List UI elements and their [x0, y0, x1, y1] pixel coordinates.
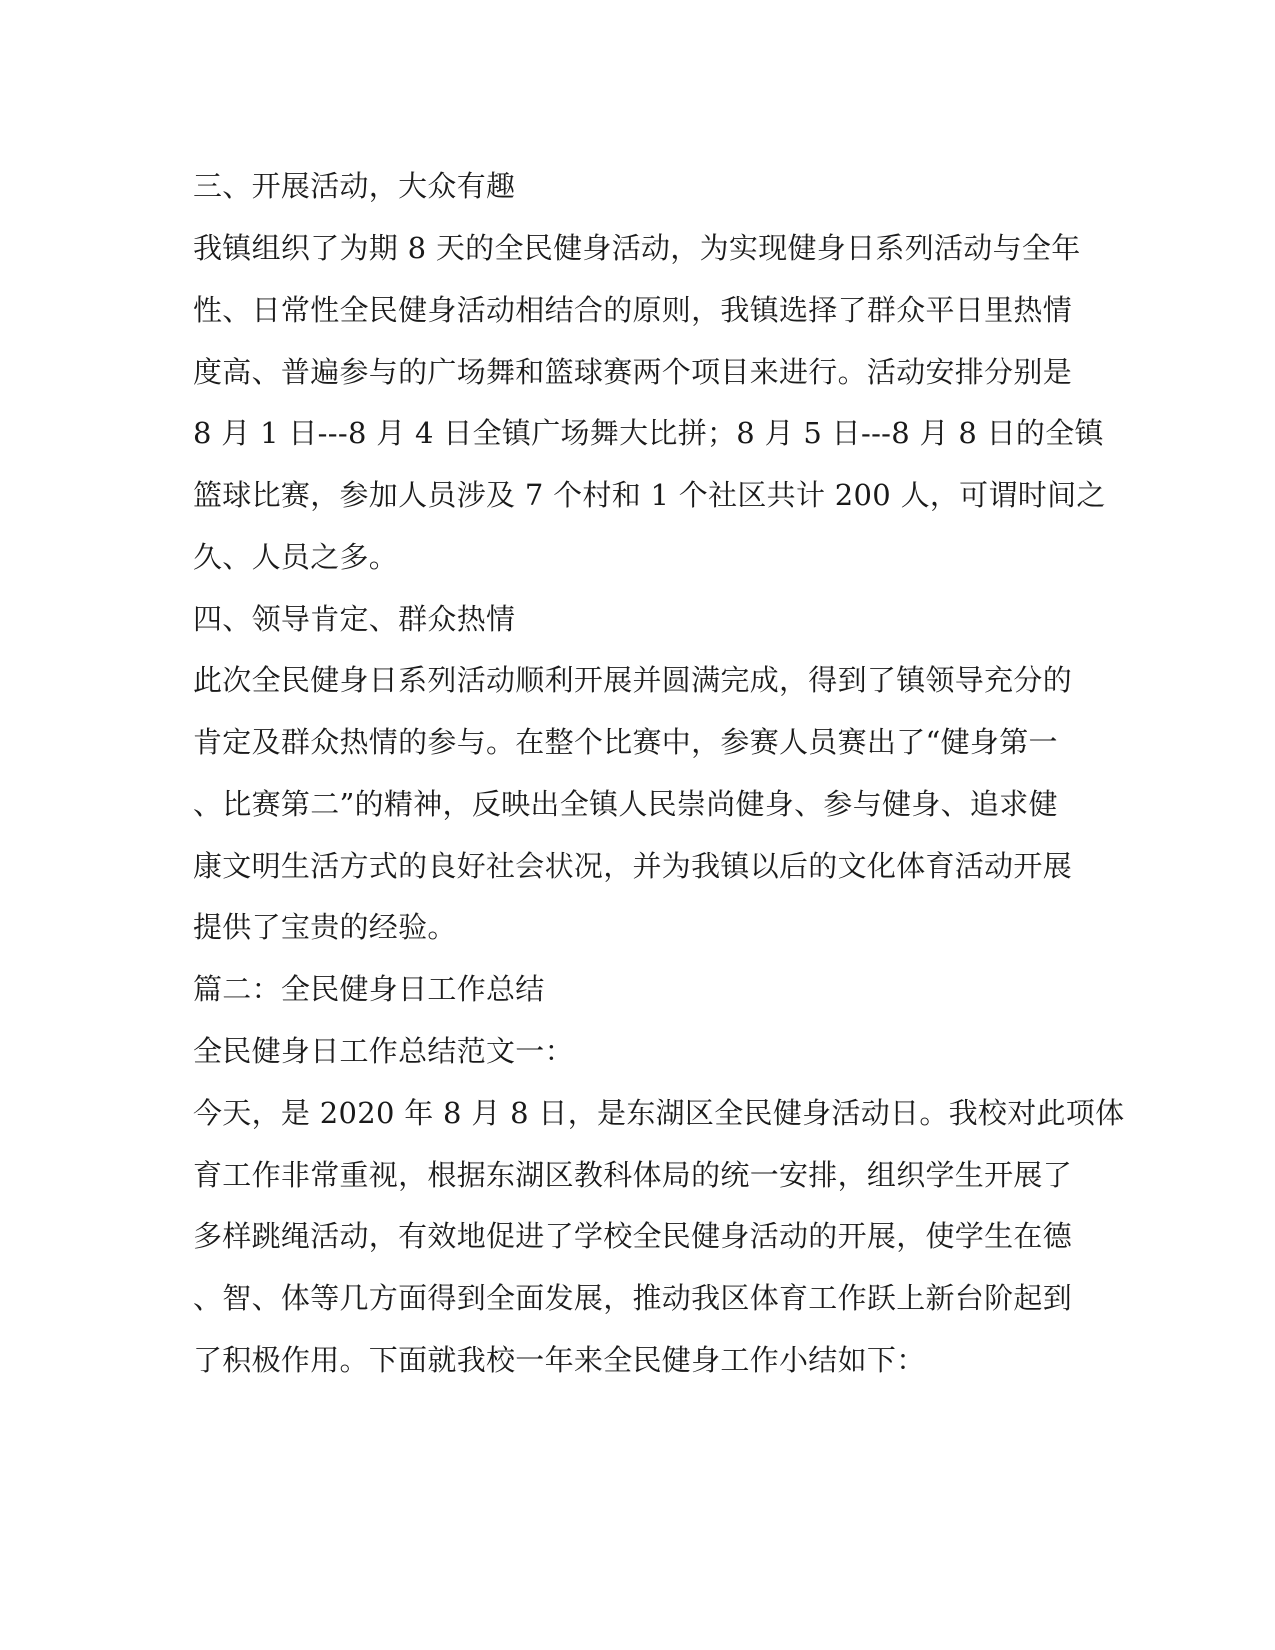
paragraph-line: 育工作非常重视，根据东湖区教科体局的统一安排，组织学生开展了 — [193, 1158, 1073, 1192]
paragraph-line: 篮球比赛，参加人员涉及 7 个村和 1 个社区共计 200 人，可谓时间之 — [193, 478, 1106, 512]
paragraph-line: 性、日常性全民健身活动相结合的原则，我镇选择了群众平日里热情 — [193, 293, 1073, 327]
paragraph-line: 康文明生活方式的良好社会状况，并为我镇以后的文化体育活动开展 — [193, 849, 1073, 883]
heading-part-two: 篇二：全民健身日工作总结 — [193, 972, 545, 1006]
paragraph-line: 提供了宝贵的经验。 — [193, 910, 457, 944]
paragraph-line: 、比赛第二”的精神，反映出全镇人民崇尚健身、参与健身、追求健 — [193, 787, 1058, 821]
paragraph-line: 此次全民健身日系列活动顺利开展并圆满完成，得到了镇领导充分的 — [193, 663, 1073, 697]
heading-section-three: 三、开展活动，大众有趣 — [193, 169, 516, 203]
paragraph-line: 了积极作用。下面就我校一年来全民健身工作小结如下： — [193, 1343, 926, 1377]
paragraph-line: 久、人员之多。 — [193, 540, 399, 574]
paragraph-line: 今天，是 2020 年 8 月 8 日，是东湖区全民健身活动日。我校对此项体 — [193, 1096, 1125, 1130]
paragraph-line: 、智、体等几方面得到全面发展，推动我区体育工作跃上新台阶起到 — [193, 1281, 1073, 1315]
heading-section-four: 四、领导肯定、群众热情 — [193, 602, 516, 636]
paragraph-line: 度高、普遍参与的广场舞和篮球赛两个项目来进行。活动安排分别是 — [193, 355, 1073, 389]
paragraph-line: 我镇组织了为期 8 天的全民健身活动，为实现健身日系列活动与全年 — [193, 231, 1081, 265]
paragraph-line: 8 月 1 日---8 月 4 日全镇广场舞大比拼；8 月 5 日---8 月 8 日的全镇 — [193, 416, 1104, 450]
subheading-sample-one: 全民健身日工作总结范文一： — [193, 1034, 574, 1068]
paragraph-line: 多样跳绳活动，有效地促进了学校全民健身活动的开展，使学生在德 — [193, 1219, 1073, 1253]
paragraph-line: 肯定及群众热情的参与。在整个比赛中，参赛人员赛出了“健身第一 — [193, 725, 1058, 759]
